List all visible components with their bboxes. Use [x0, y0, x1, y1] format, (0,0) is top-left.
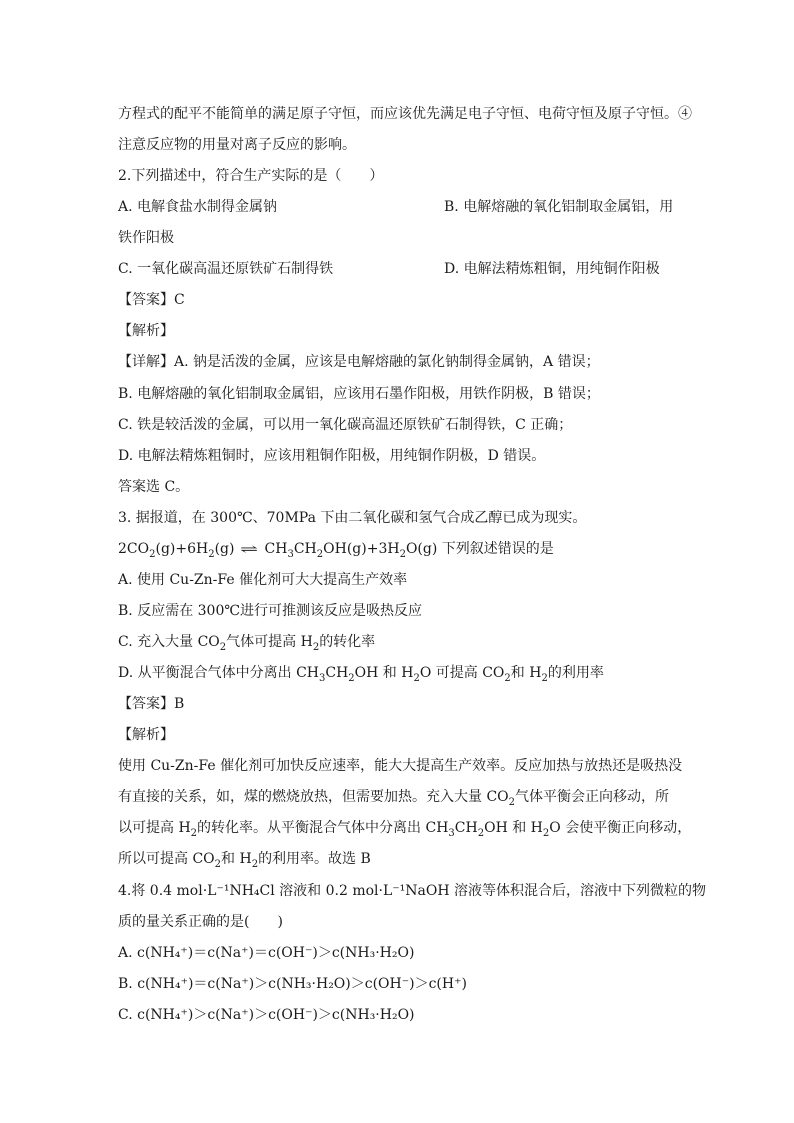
question-3-stem: 3. 据报道，在 300℃、70MPa 下由二氧化碳和氢气合成乙醇已成为现实。	[118, 510, 587, 526]
text: 所以可提高 CO	[118, 851, 215, 867]
analysis-heading: 【解析】	[118, 323, 174, 339]
text: 和 H	[510, 665, 542, 681]
question-2-options-row-2	[118, 259, 678, 279]
text: CH	[325, 665, 349, 681]
answer: 【答案】B	[118, 696, 185, 712]
explanation-line: 【详解】A. 钠是活泼的金属，应该是电解熔融的氯化钠制得金属钠，A 错误；	[118, 354, 600, 370]
option-c: C. 一氧化碳高温还原铁矿石制得铁	[118, 261, 334, 277]
analysis-line: 有直接的关系，如，煤的燃烧放热，但需要加热。充入大量 $CO_2$气体平衡会正向移动，所	[118, 789, 670, 808]
text: 气体可提高 H	[226, 634, 313, 650]
text: D. 从平衡混合气体中分离出 CH	[118, 665, 319, 681]
option-b-continued: 铁作阳极	[118, 230, 174, 246]
option-a: A. 使用 Cu-Zn-Fe 催化剂可大大提高生产效率	[118, 572, 408, 588]
option-b: B. 反应需在 300℃进行可推测该反应是吸热反应	[118, 603, 423, 619]
option-a: A. 电解食盐水制得金属钠	[118, 199, 278, 215]
text: C. 充入大量 CO	[118, 634, 220, 650]
explanation-line: C. 铁是较活泼的金属，可以用一氧化碳高温还原铁矿石制得铁，C 正确；	[118, 417, 573, 433]
text: OH 和 H	[484, 820, 543, 836]
equation-formula: $2CO_2(g)+6H_2(g)$ ⇌ $CH_3CH_2OH(g)+3H_2O(g)$	[118, 541, 438, 560]
answer: 【答案】C	[118, 292, 185, 308]
explanation-line: B. 电解熔融的氧化铝制取金属铝，应该用石墨作阳极，用铁作阴极，B 错误；	[118, 386, 600, 402]
text: OH 和 H	[354, 665, 414, 681]
option-c: C. 充入大量 $CO_2$气体可提高 $H_2$的转化率	[118, 634, 376, 653]
text: 的利用率。故选 B	[258, 851, 371, 867]
question-4-stem-continued: 质的量关系正确的是( )	[118, 914, 283, 930]
equation-tail: 下列叙述错误的是	[441, 541, 554, 557]
text: 气体平衡会正向移动，所	[515, 789, 670, 805]
option-d: D. 电解法精炼粗铜，用纯铜作阳极	[444, 261, 660, 277]
analysis-heading: 【解析】	[118, 727, 174, 743]
option-c: C. c(NH₄⁺)＞c(Na⁺)＞c(OH⁻)＞c(NH₃·H₂O)	[118, 1007, 415, 1023]
explanation-line: D. 电解法精炼粗铜时，应该用粗铜作阳极，用纯铜作阴极，D 错误。	[118, 448, 546, 464]
text: 和 H	[221, 851, 252, 867]
option-b: B. c(NH₄⁺)＝c(Na⁺)＞c(NH₃·H₂O)＞c(OH⁻)＞c(H⁺)	[118, 976, 467, 992]
option-b: B. 电解熔融的氧化铝制取金属铝，用	[444, 199, 674, 215]
text: 有直接的关系，如，煤的燃烧放热，但需要加热。充入大量 CO	[118, 789, 509, 805]
text-line: 方程式的配平不能简单的满足原子守恒，而应该优先满足电子守恒、电荷守恒及原子守恒。④	[118, 106, 692, 122]
text-line: 注意反应物的用量对离子反应的影响。	[118, 137, 356, 153]
answer-choice: 答案选 C。	[118, 479, 190, 495]
text: CH	[454, 820, 478, 836]
text: 以可提高 H	[118, 820, 191, 836]
option-a: A. c(NH₄⁺)＝c(Na⁺)＝c(OH⁻)＞c(NH₃·H₂O)	[118, 945, 415, 961]
text: O 可提高 CO	[419, 665, 505, 681]
question-4-stem: 4.将 0.4 mol·L⁻¹NH₄Cl 溶液和 0.2 mol·L⁻¹NaOH 溶液等体积混合后，溶液中下列微粒的物	[118, 883, 706, 899]
text: 的利用率	[547, 665, 604, 681]
question-2-options-row-1	[118, 197, 678, 217]
text: 的转化率。从平衡混合气体中分离出 CH	[197, 820, 449, 836]
text: O 会使平衡正向移动，	[549, 820, 692, 836]
chemical-equation	[118, 539, 554, 559]
analysis-line: 所以可提高 $CO_2$和 $H_2$的利用率。故选 B	[118, 851, 371, 870]
analysis-line: 使用 Cu-Zn-Fe 催化剂可加快反应速率，能大大提高生产效率。反应加热与放热还是吸热没	[118, 758, 683, 774]
analysis-line: 以可提高 $H_2$的转化率。从平衡混合气体中分离出 $CH_3CH_2OH$ 和 $H_2O$ 会使平衡正向移动，	[118, 820, 692, 839]
option-d: D. 从平衡混合气体中分离出 $CH_3CH_2OH$ 和 $H_2O$ 可提高 $CO_2$和 $H_2$的利用率	[118, 665, 604, 684]
question-2-stem: 2.下列描述中，符合生产实际的是（ ）	[118, 168, 384, 184]
text: 的转化率	[319, 634, 376, 650]
